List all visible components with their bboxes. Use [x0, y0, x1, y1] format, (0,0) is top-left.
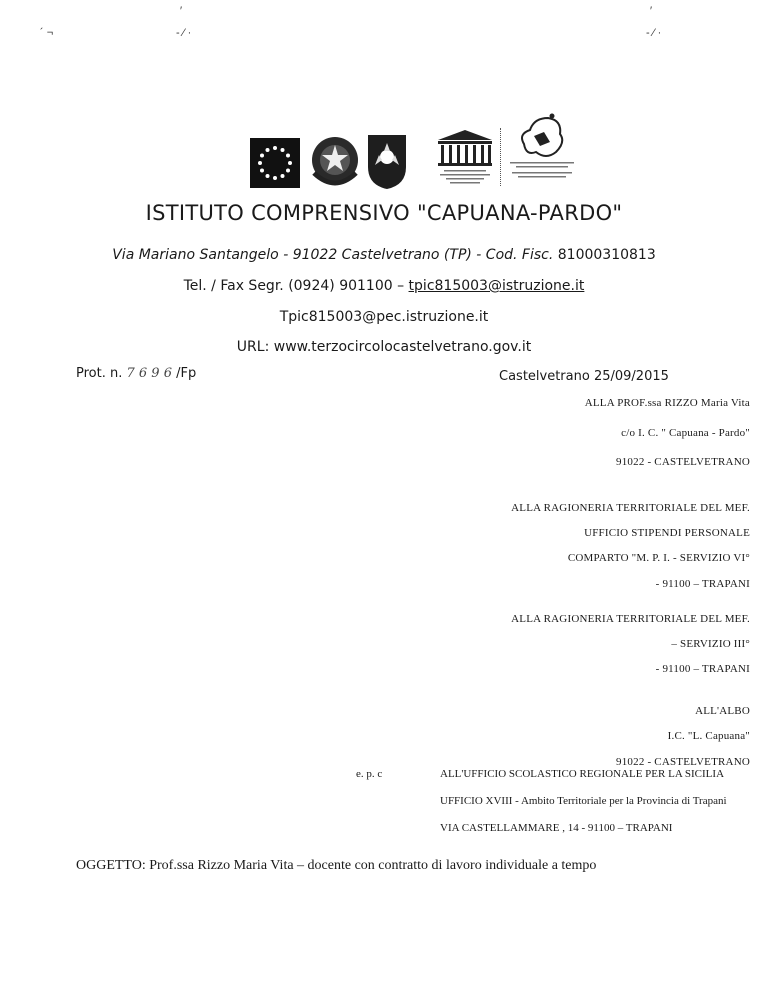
pec-email: Tpic815003@pec.istruzione.it — [279, 309, 489, 325]
recipient-2-line-2: UFFICIO STIPENDI PERSONALE — [584, 527, 750, 539]
italian-republic-emblem-icon — [308, 133, 362, 191]
url-label: URL: — [236, 339, 270, 355]
cc-line-1: ALL'UFFICIO SCOLASTICO REGIONALE PER LA SICILIA — [440, 768, 725, 780]
place-date: Castelvetrano 25/09/2015 — [499, 369, 669, 384]
recipient-2-line-4: - 91100 – TRAPANI — [655, 578, 750, 590]
recipient-2-line-1: ALLA RAGIONERIA TERRITORIALE DEL MEF. — [511, 502, 750, 514]
centro-unesco-logo-icon — [508, 112, 576, 186]
email-link[interactable]: tpic815003@istruzione.it — [408, 278, 585, 294]
recipient-3-line-3: - 91100 – TRAPANI — [655, 663, 750, 675]
recipient-3-line-2: – SERVIZIO III° — [671, 638, 750, 650]
url-line — [0, 339, 768, 355]
logo-divider — [500, 128, 502, 186]
eu-flag-icon — [250, 138, 300, 188]
handwritten-protocol: 7 6 9 6 — [126, 366, 172, 381]
address-text: Via Mariano Santangelo - 91022 Castelvetrano (TP) - Cod. Fisc. — [112, 247, 554, 263]
protocol-number — [76, 366, 196, 381]
school-name-heading: ISTITUTO COMPRENSIVO "CAPUANA-PARDO" — [145, 201, 623, 225]
recipient-3-line-1: ALLA RAGIONERIA TERRITORIALE DEL MEF. — [511, 613, 750, 625]
recipient-4-line-3: 91022 - CASTELVETRANO — [616, 756, 750, 768]
recipient-1-line-1: ALLA PROF.ssa RIZZO Maria Vita — [584, 397, 750, 409]
recipient-4-line-1: ALL'ALBO — [695, 705, 750, 717]
recipient-1-line-3: 91022 - CASTELVETRANO — [616, 456, 750, 468]
protocol-prefix: Prot. n. — [76, 366, 123, 381]
cc-label: e. p. c — [356, 768, 383, 780]
scan-speck: ′ — [180, 5, 183, 17]
scan-speck: ´ ¬ — [40, 27, 54, 39]
subject-line: OGGETTO: Prof.ssa Rizzo Maria Vita – docente con contratto di lavoro individuale a tempo — [76, 858, 597, 873]
fiscal-code: 81000310813 — [557, 247, 656, 263]
protocol-suffix: /Fp — [176, 366, 197, 381]
cc-line-2: UFFICIO XVIII - Ambito Territoriale per la Provincia di Trapani — [440, 795, 727, 807]
recipient-4-line-2: I.C. "L. Capuana" — [667, 730, 750, 742]
unesco-logo-icon — [434, 128, 496, 188]
sicily-region-crest-icon — [366, 133, 408, 191]
cc-line-3: VIA CASTELLAMMARE , 14 - 91100 – TRAPANI — [440, 822, 673, 834]
scan-speck: - ⁄ · — [176, 27, 192, 39]
tel-fax-line — [0, 278, 768, 294]
scan-speck: - ⁄ · — [646, 27, 662, 39]
recipient-1-line-2: c/o I. C. " Capuana - Pardo" — [621, 427, 750, 439]
website-url: www.terzocircolocastelvetrano.gov.it — [273, 339, 532, 355]
tel-fax-text: Tel. / Fax Segr. (0924) 901100 – — [183, 278, 405, 294]
school-address — [0, 247, 768, 263]
recipient-2-line-3: COMPARTO "M. P. I. - SERVIZIO VI° — [567, 552, 750, 564]
scan-speck: ′ — [650, 5, 653, 17]
